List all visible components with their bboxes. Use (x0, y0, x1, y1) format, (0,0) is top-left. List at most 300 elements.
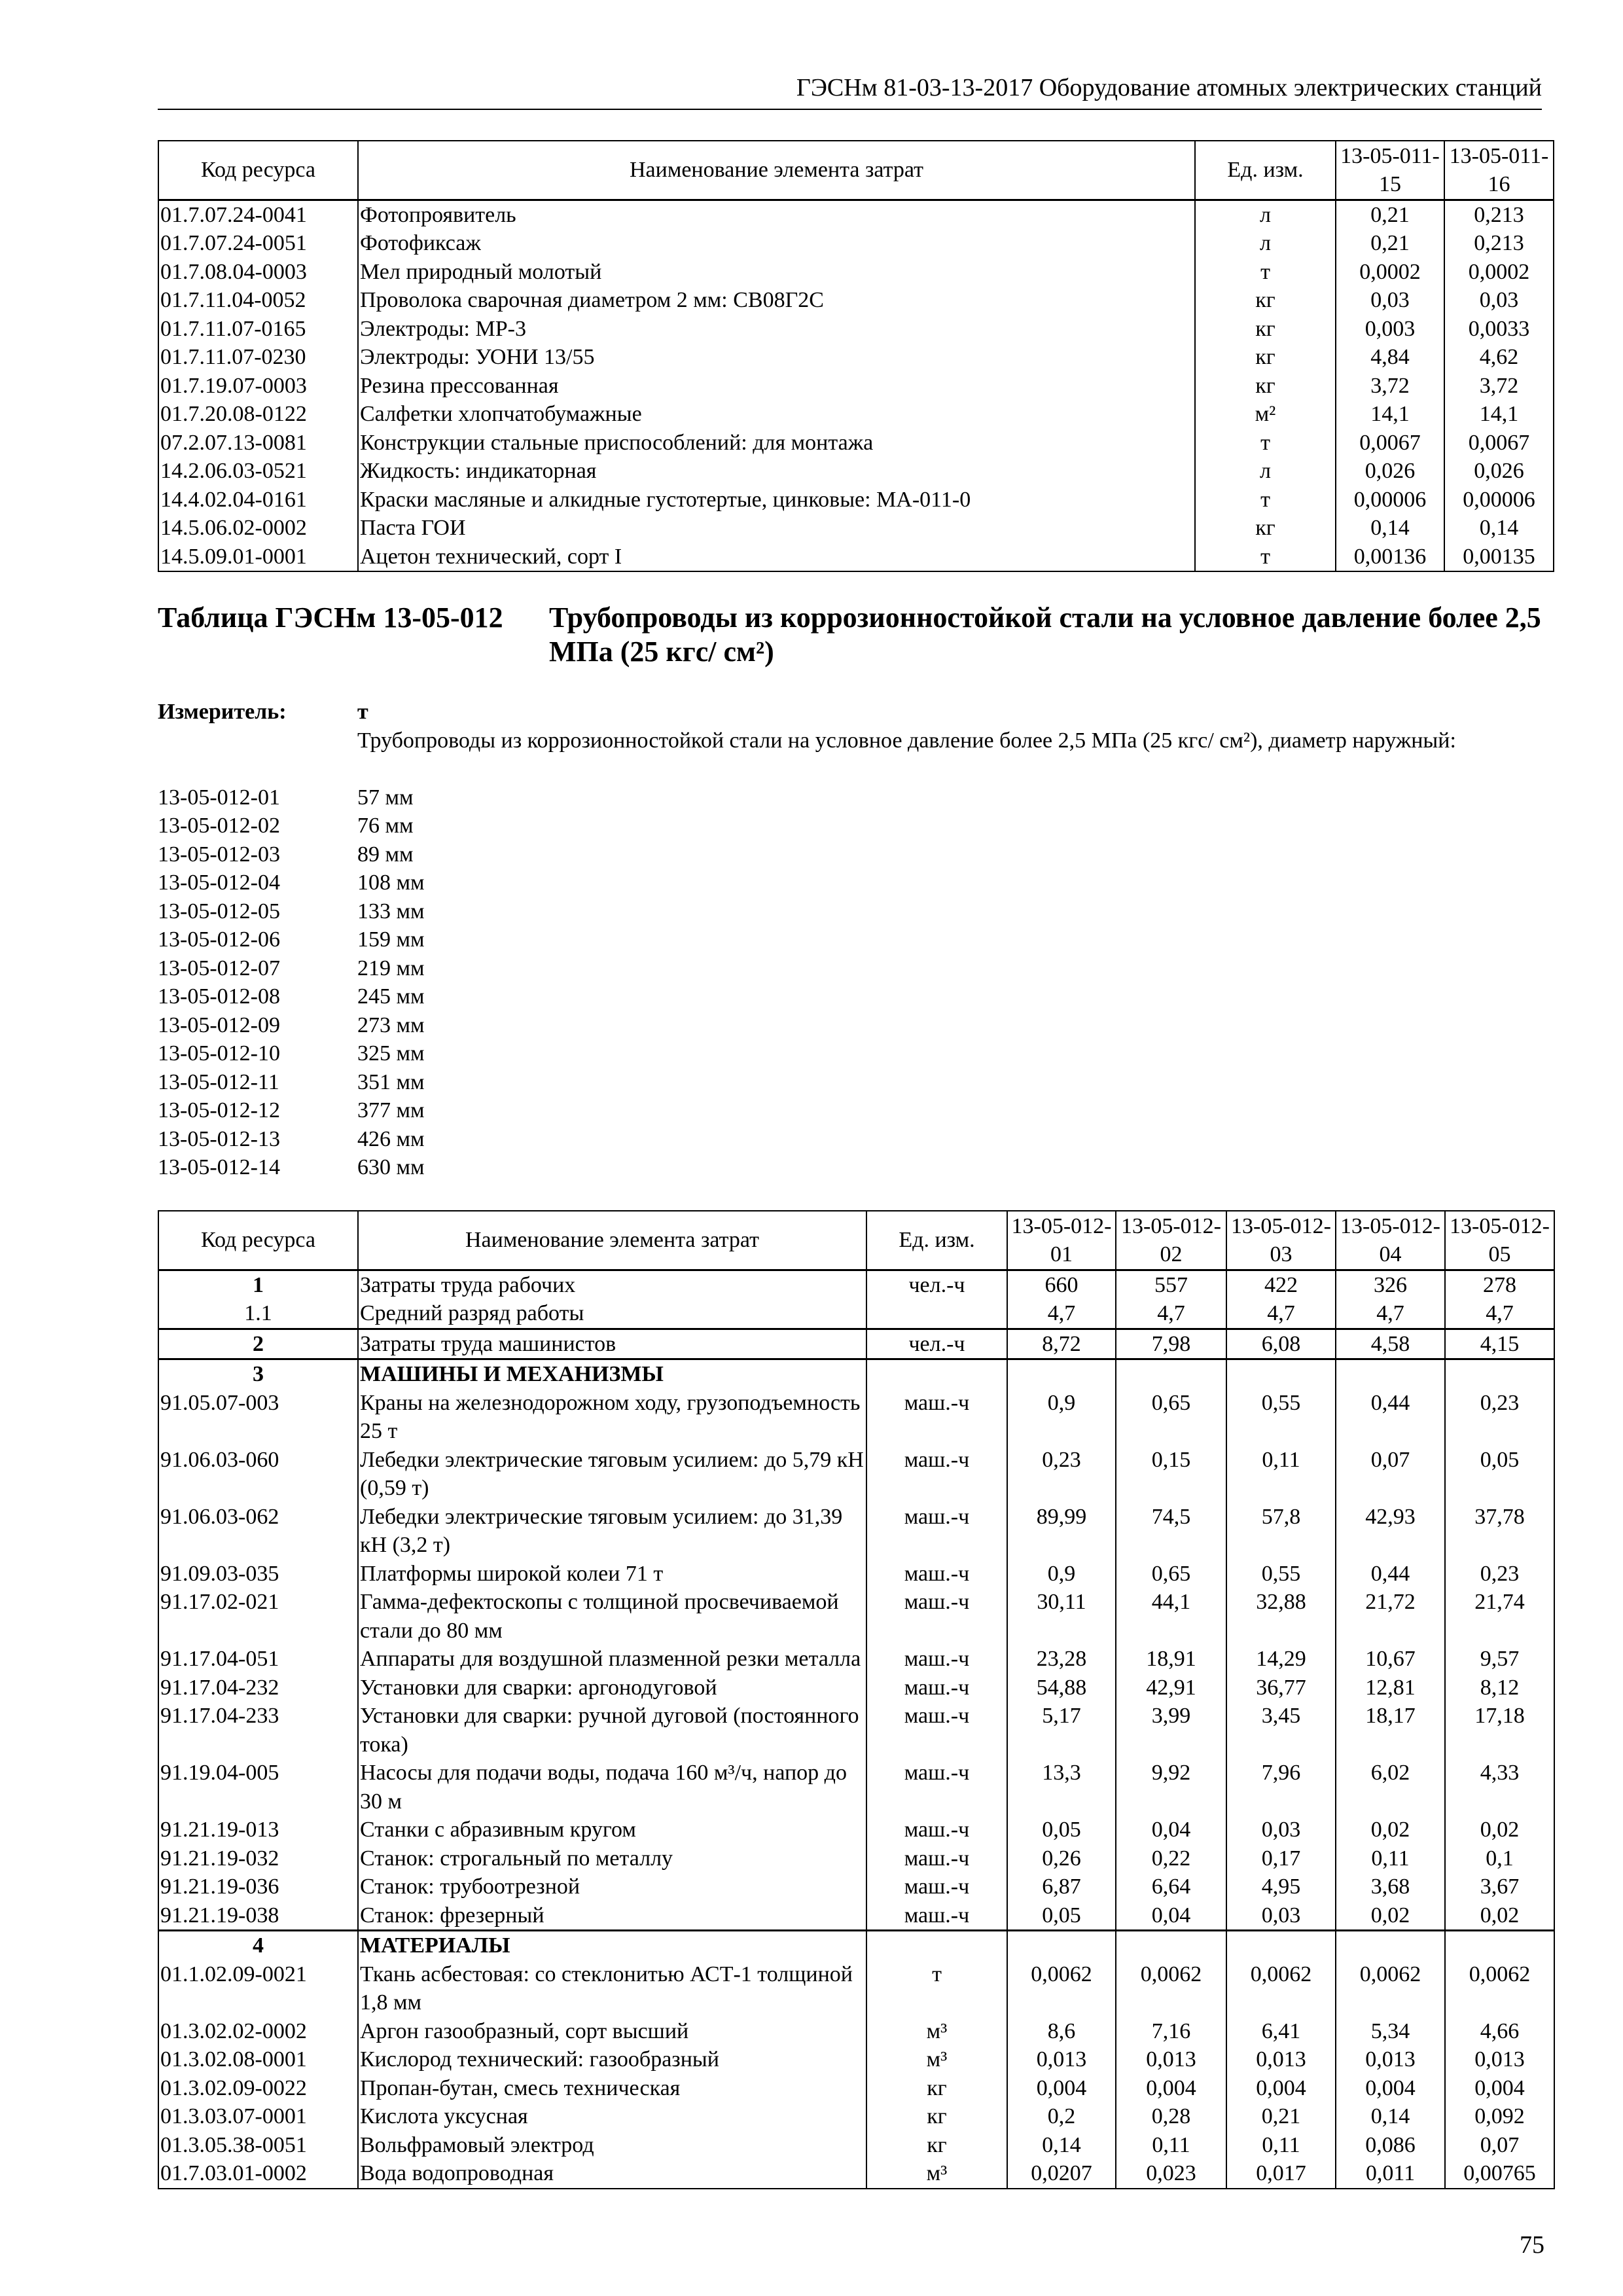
value-cell: 0,013 (1226, 2045, 1336, 2074)
table-row (158, 1503, 1554, 1560)
value-cell: 4,84 (1336, 343, 1444, 372)
value-cell: 0,0062 (1445, 1960, 1554, 2017)
table-row (158, 2159, 1554, 2189)
measure-item (158, 1125, 1558, 1154)
unit: кг (866, 2102, 1007, 2131)
value-cell: 42,93 (1336, 1503, 1445, 1560)
table-title: Трубопроводы из коррозионностойкой стали на условное давление более 2,5 МПа (25 кгс/ см²) (549, 601, 1541, 668)
value-cell (1226, 1359, 1336, 1389)
resource-code: 14.4.02.04-0161 (158, 486, 358, 514)
value-cell: 7,96 (1226, 1759, 1336, 1816)
value-cell (1445, 1931, 1554, 1960)
value-cell: 13,3 (1007, 1759, 1116, 1816)
resource-name: Проволока сварочная диаметром 2 мм: СВ08Г2С (358, 286, 1195, 315)
unit: кг (1195, 514, 1336, 543)
value-cell: 0,05 (1007, 1816, 1116, 1844)
unit: кг (1195, 315, 1336, 344)
value-cell: 0,44 (1336, 1389, 1445, 1446)
column-header: Наименование элемента затрат (358, 1211, 866, 1270)
value-cell: 3,45 (1226, 1702, 1336, 1759)
unit: м³ (866, 2017, 1007, 2046)
value-cell: 660 (1007, 1270, 1116, 1299)
table-row (158, 315, 1554, 344)
header-divider (158, 109, 1542, 110)
value-cell (1116, 1931, 1226, 1960)
resource-code: 91.06.03-062 (158, 1503, 358, 1560)
table-row (158, 1702, 1554, 1759)
table-row (158, 1389, 1554, 1446)
table-row (158, 1299, 1554, 1329)
measure-diameter: 89 мм (357, 842, 414, 867)
measure-code: 13-05-012-03 (158, 842, 280, 867)
value-cell: 0,026 (1444, 457, 1554, 486)
measure-item (158, 954, 1558, 983)
value-cell: 0,092 (1445, 2102, 1554, 2131)
unit (866, 1299, 1007, 1329)
measure-block (158, 698, 1558, 1182)
resource-name: Насосы для подачи воды, подача 160 м³/ч, напор до 30 м (358, 1759, 866, 1816)
value-cell: 8,12 (1445, 1674, 1554, 1702)
value-cell: 4,7 (1336, 1299, 1445, 1329)
resource-code: 01.3.02.09-0022 (158, 2074, 358, 2103)
value-cell: 0,03 (1336, 286, 1444, 315)
value-cell: 6,87 (1007, 1873, 1116, 1901)
resource-name: Аппараты для воздушной плазменной резки металла (358, 1645, 866, 1674)
value-cell: 10,67 (1336, 1645, 1445, 1674)
value-cell: 6,02 (1336, 1759, 1445, 1816)
unit: маш.-ч (866, 1759, 1007, 1816)
table-row (158, 1560, 1554, 1588)
measure-diameter: 219 мм (357, 956, 425, 980)
unit: т (866, 1960, 1007, 2017)
value-cell: 0,17 (1226, 1844, 1336, 1873)
value-cell: 0,023 (1116, 2159, 1226, 2189)
table-row (158, 1901, 1554, 1931)
unit: маш.-ч (866, 1389, 1007, 1446)
value-cell: 3,67 (1445, 1873, 1554, 1901)
table-row (158, 457, 1554, 486)
measure-code: 13-05-012-12 (158, 1098, 280, 1122)
measure-diameter: 630 мм (357, 1155, 425, 1179)
value-cell: 7,16 (1116, 2017, 1226, 2046)
unit: л (1195, 200, 1336, 229)
value-cell: 0,11 (1226, 1446, 1336, 1503)
value-cell: 0,07 (1445, 2131, 1554, 2160)
table-row (158, 2102, 1554, 2131)
measure-item (158, 1011, 1558, 1040)
resource-name: Жидкость: индикаторная (358, 457, 1195, 486)
table-row (158, 2045, 1554, 2074)
resource-name: Платформы широкой колеи 71 т (358, 1560, 866, 1588)
value-cell: 0,00006 (1336, 486, 1444, 514)
value-cell: 18,17 (1336, 1702, 1445, 1759)
value-cell (1336, 1359, 1445, 1389)
table-row (158, 1816, 1554, 1844)
measure-code: 13-05-012-01 (158, 785, 280, 810)
resource-name: Электроды: УОНИ 13/55 (358, 343, 1195, 372)
unit: кг (1195, 372, 1336, 401)
measure-item (158, 982, 1558, 1011)
value-cell: 0,03 (1444, 286, 1554, 315)
table-row (158, 1759, 1554, 1816)
value-cell: 3,99 (1116, 1702, 1226, 1759)
value-cell: 4,15 (1445, 1329, 1554, 1359)
unit: маш.-ч (866, 1844, 1007, 1873)
value-cell: 0,15 (1116, 1446, 1226, 1503)
resource-code: 2 (158, 1329, 358, 1359)
table-row (158, 429, 1554, 457)
value-cell: 0,213 (1444, 229, 1554, 258)
unit: л (1195, 229, 1336, 258)
resource-name: Мел природный молотый (358, 258, 1195, 287)
value-cell: 0,0002 (1336, 258, 1444, 287)
measure-code: 13-05-012-09 (158, 1013, 280, 1037)
value-cell: 0,0062 (1226, 1960, 1336, 2017)
resource-name: Салфетки хлопчатобумажные (358, 400, 1195, 429)
resource-code: 01.1.02.09-0021 (158, 1960, 358, 2017)
value-cell: 0,14 (1336, 514, 1444, 543)
table-row (158, 229, 1554, 258)
unit: маш.-ч (866, 1446, 1007, 1503)
value-cell: 0,213 (1444, 200, 1554, 229)
value-cell: 32,88 (1226, 1588, 1336, 1645)
table-row (158, 1588, 1554, 1645)
measure-item (158, 897, 1558, 926)
value-cell: 0,2 (1007, 2102, 1116, 2131)
value-cell: 0,011 (1336, 2159, 1445, 2189)
resource-code: 14.5.09.01-0001 (158, 543, 358, 572)
measure-code: 13-05-012-02 (158, 814, 280, 838)
value-cell: 0,00006 (1444, 486, 1554, 514)
value-cell: 0,14 (1444, 514, 1554, 543)
value-cell: 6,08 (1226, 1329, 1336, 1359)
resource-code: 01.3.02.02-0002 (158, 2017, 358, 2046)
resource-code: 91.05.07-003 (158, 1389, 358, 1446)
value-cell: 0,05 (1007, 1901, 1116, 1931)
resource-name: Установки для сварки: ручной дуговой (постоянного тока) (358, 1702, 866, 1759)
resource-name: МАШИНЫ И МЕХАНИЗМЫ (358, 1359, 866, 1389)
value-cell: 0,28 (1116, 2102, 1226, 2131)
resource-name: Затраты труда машинистов (358, 1329, 866, 1359)
value-cell: 23,28 (1007, 1645, 1116, 1674)
resource-code: 91.17.04-232 (158, 1674, 358, 1702)
value-cell: 0,9 (1007, 1560, 1116, 1588)
measure-code: 13-05-012-14 (158, 1155, 280, 1179)
measure-code: 13-05-012-04 (158, 870, 280, 895)
resource-name: Станки с абразивным кругом (358, 1816, 866, 1844)
resource-name: Электроды: МР-3 (358, 315, 1195, 344)
unit: т (1195, 258, 1336, 287)
running-header: ГЭСНм 81-03-13-2017 Оборудование атомных электрических станций (796, 74, 1542, 101)
value-cell: 4,7 (1007, 1299, 1116, 1329)
table-row (158, 343, 1554, 372)
table-row (158, 200, 1554, 229)
value-cell: 0,02 (1445, 1901, 1554, 1931)
value-cell: 0,013 (1007, 2045, 1116, 2074)
value-cell: 0,03 (1226, 1816, 1336, 1844)
resource-code: 01.7.03.01-0002 (158, 2159, 358, 2189)
value-cell: 14,1 (1336, 400, 1444, 429)
value-cell: 6,41 (1226, 2017, 1336, 2046)
value-cell: 4,7 (1116, 1299, 1226, 1329)
value-cell: 0,0033 (1444, 315, 1554, 344)
table-row (158, 2131, 1554, 2160)
table-row (158, 486, 1554, 514)
table-row (158, 1645, 1554, 1674)
value-cell: 0,00765 (1445, 2159, 1554, 2189)
resource-code: 91.17.04-233 (158, 1702, 358, 1759)
unit: м³ (866, 2045, 1007, 2074)
value-cell: 37,78 (1445, 1503, 1554, 1560)
resource-code: 3 (158, 1359, 358, 1389)
resource-code: 91.21.19-013 (158, 1816, 358, 1844)
value-cell: 0,9 (1007, 1389, 1116, 1446)
table-row (158, 1674, 1554, 1702)
resource-code: 01.3.05.38-0051 (158, 2131, 358, 2160)
value-cell: 0,65 (1116, 1560, 1226, 1588)
resource-name: Паста ГОИ (358, 514, 1195, 543)
value-cell: 74,5 (1116, 1503, 1226, 1560)
measure-code: 13-05-012-13 (158, 1126, 280, 1151)
value-cell: 54,88 (1007, 1674, 1116, 1702)
unit: т (1195, 486, 1336, 514)
measure-item (158, 1153, 1558, 1182)
measure-diameter: 57 мм (357, 785, 414, 810)
value-cell: 0,00136 (1336, 543, 1444, 572)
measure-item (158, 783, 1558, 812)
measure-code: 13-05-012-11 (158, 1069, 279, 1094)
section-title (158, 601, 1558, 673)
resource-code: 91.19.04-005 (158, 1759, 358, 1816)
value-cell: 0,0062 (1007, 1960, 1116, 2017)
value-cell: 0,21 (1336, 229, 1444, 258)
measure-diameter: 377 мм (357, 1098, 425, 1122)
value-cell: 0,23 (1445, 1560, 1554, 1588)
value-cell: 0,0062 (1116, 1960, 1226, 2017)
value-cell: 9,57 (1445, 1645, 1554, 1674)
value-cell: 0,11 (1336, 1844, 1445, 1873)
resource-name: Гамма-дефектоскопы с толщиной просвечиваемой стали до 80 мм (358, 1588, 866, 1645)
value-cell: 3,72 (1336, 372, 1444, 401)
resource-name: Ацетон технический, сорт I (358, 543, 1195, 572)
value-cell: 7,98 (1116, 1329, 1226, 1359)
table-row (158, 1359, 1554, 1389)
value-cell: 3,68 (1336, 1873, 1445, 1901)
resource-name: Затраты труда рабочих (358, 1270, 866, 1299)
measure-label: Измеритель: (158, 700, 287, 724)
unit: маш.-ч (866, 1560, 1007, 1588)
value-cell: 30,11 (1007, 1588, 1116, 1645)
value-cell: 42,91 (1116, 1674, 1226, 1702)
value-cell: 0,003 (1336, 315, 1444, 344)
value-cell: 0,02 (1445, 1816, 1554, 1844)
value-cell: 0,013 (1336, 2045, 1445, 2074)
value-cell: 0,004 (1116, 2074, 1226, 2103)
measure-item (158, 1068, 1558, 1097)
resource-name: Краны на железнодорожном ходу, грузоподъемность 25 т (358, 1389, 866, 1446)
value-cell: 21,74 (1445, 1588, 1554, 1645)
value-cell: 89,99 (1007, 1503, 1116, 1560)
value-cell: 4,7 (1226, 1299, 1336, 1329)
table-row (158, 1931, 1554, 1960)
unit: маш.-ч (866, 1816, 1007, 1844)
resource-code: 01.7.08.04-0003 (158, 258, 358, 287)
resource-name: Конструкции стальные приспособлений: для монтажа (358, 429, 1195, 457)
resource-code: 01.7.11.04-0052 (158, 286, 358, 315)
value-cell: 8,6 (1007, 2017, 1116, 2046)
column-header: Ед. изм. (866, 1211, 1007, 1270)
table-row (158, 400, 1554, 429)
unit: кг (866, 2131, 1007, 2160)
resource-name: Аргон газообразный, сорт высший (358, 2017, 866, 2046)
table-row (158, 1960, 1554, 2017)
value-cell: 0,0067 (1336, 429, 1444, 457)
unit: кг (866, 2074, 1007, 2103)
value-cell: 0,65 (1116, 1389, 1226, 1446)
resource-name: Средний разряд работы (358, 1299, 866, 1329)
unit: маш.-ч (866, 1645, 1007, 1674)
measure-code: 13-05-012-10 (158, 1041, 280, 1066)
value-cell: 278 (1445, 1270, 1554, 1299)
resource-code: 91.09.03-035 (158, 1560, 358, 1588)
resource-name: Станок: строгальный по металлу (358, 1844, 866, 1873)
column-header: 13-05-012-04 (1336, 1211, 1445, 1270)
measure-item (158, 1039, 1558, 1068)
value-cell: 0,44 (1336, 1560, 1445, 1588)
value-cell: 557 (1116, 1270, 1226, 1299)
value-cell: 0,05 (1445, 1446, 1554, 1503)
value-cell: 12,81 (1336, 1674, 1445, 1702)
value-cell: 14,1 (1444, 400, 1554, 429)
value-cell: 0,0062 (1336, 1960, 1445, 2017)
value-cell: 0,0002 (1444, 258, 1554, 287)
resource-code: 91.21.19-032 (158, 1844, 358, 1873)
value-cell: 0,11 (1226, 2131, 1336, 2160)
unit: чел.-ч (866, 1270, 1007, 1299)
column-header: Код ресурса (158, 141, 358, 200)
resource-code: 14.2.06.03-0521 (158, 457, 358, 486)
value-cell: 0,026 (1336, 457, 1444, 486)
resource-code: 01.3.02.08-0001 (158, 2045, 358, 2074)
value-cell: 0,11 (1116, 2131, 1226, 2160)
resource-code: 91.21.19-038 (158, 1901, 358, 1931)
unit: л (1195, 457, 1336, 486)
column-header: 13-05-012-01 (1007, 1211, 1116, 1270)
table-row (158, 1270, 1554, 1299)
table-row (158, 372, 1554, 401)
value-cell: 326 (1336, 1270, 1445, 1299)
value-cell: 0,21 (1336, 200, 1444, 229)
unit (866, 1931, 1007, 1960)
resource-table-13-05-011 (158, 140, 1554, 572)
value-cell: 14,29 (1226, 1645, 1336, 1674)
measure-diameter: 426 мм (357, 1126, 425, 1151)
value-cell: 422 (1226, 1270, 1336, 1299)
measure-code: 13-05-012-07 (158, 956, 280, 980)
value-cell: 6,64 (1116, 1873, 1226, 1901)
value-cell: 21,72 (1336, 1588, 1445, 1645)
measure-item (158, 925, 1558, 954)
value-cell: 0,004 (1226, 2074, 1336, 2103)
column-header: 13-05-012-02 (1116, 1211, 1226, 1270)
unit: м² (1195, 400, 1336, 429)
resource-code: 91.21.19-036 (158, 1873, 358, 1901)
resource-code: 4 (158, 1931, 358, 1960)
value-cell: 4,58 (1336, 1329, 1445, 1359)
measure-unit: т (357, 700, 368, 724)
value-cell: 36,77 (1226, 1674, 1336, 1702)
resource-name: Пропан-бутан, смесь техническая (358, 2074, 866, 2103)
resource-code: 01.7.20.08-0122 (158, 400, 358, 429)
resource-code: 01.7.11.07-0230 (158, 343, 358, 372)
unit: маш.-ч (866, 1503, 1007, 1560)
table-row (158, 2017, 1554, 2046)
table-row (158, 1873, 1554, 1901)
column-header: 13-05-011-16 (1444, 141, 1554, 200)
value-cell (1336, 1931, 1445, 1960)
value-cell: 0,23 (1007, 1446, 1116, 1503)
measure-diameter: 133 мм (357, 899, 425, 924)
unit (866, 1359, 1007, 1389)
value-cell: 0,004 (1445, 2074, 1554, 2103)
resource-name: Ткань асбестовая: со стеклонитью АСТ-1 толщиной 1,8 мм (358, 1960, 866, 2017)
table-row (158, 1446, 1554, 1503)
unit: маш.-ч (866, 1674, 1007, 1702)
value-cell: 0,07 (1336, 1446, 1445, 1503)
measure-diameter: 108 мм (357, 870, 425, 895)
page-number: 75 (1520, 2231, 1544, 2259)
value-cell: 0,22 (1116, 1844, 1226, 1873)
value-cell: 5,34 (1336, 2017, 1445, 2046)
resource-name: Лебедки электрические тяговым усилием: до 31,39 кН (3,2 т) (358, 1503, 866, 1560)
column-header: Ед. изм. (1195, 141, 1336, 200)
unit: м³ (866, 2159, 1007, 2189)
value-cell: 0,004 (1007, 2074, 1116, 2103)
resource-code: 01.7.11.07-0165 (158, 315, 358, 344)
value-cell: 0,0067 (1444, 429, 1554, 457)
unit: т (1195, 429, 1336, 457)
value-cell (1226, 1931, 1336, 1960)
measure-code: 13-05-012-06 (158, 927, 280, 952)
value-cell (1007, 1931, 1116, 1960)
unit: чел.-ч (866, 1329, 1007, 1359)
value-cell: 0,26 (1007, 1844, 1116, 1873)
measure-diameter: 325 мм (357, 1041, 425, 1066)
resource-code: 14.5.06.02-0002 (158, 514, 358, 543)
resource-name: Кислота уксусная (358, 2102, 866, 2131)
resource-code: 1 (158, 1270, 358, 1299)
measure-description: Трубопроводы из коррозионностойкой стали на условное давление более 2,5 МПа (25 кгс/ см²), диаметр наружный: (357, 728, 1456, 753)
table-row (158, 1329, 1554, 1359)
resource-code: 1.1 (158, 1299, 358, 1329)
value-cell: 4,33 (1445, 1759, 1554, 1816)
column-header: 13-05-012-03 (1226, 1211, 1336, 1270)
value-cell: 0,03 (1226, 1901, 1336, 1931)
resource-name: Установки для сварки: аргонодуговой (358, 1674, 866, 1702)
value-cell: 0,013 (1116, 2045, 1226, 2074)
value-cell: 44,1 (1116, 1588, 1226, 1645)
measure-diameter: 273 мм (357, 1013, 425, 1037)
resource-code: 01.7.07.24-0051 (158, 229, 358, 258)
unit: маш.-ч (866, 1873, 1007, 1901)
column-header: Код ресурса (158, 1211, 358, 1270)
value-cell: 0,23 (1445, 1389, 1554, 1446)
unit: маш.-ч (866, 1901, 1007, 1931)
value-cell: 0,21 (1226, 2102, 1336, 2131)
value-cell: 8,72 (1007, 1329, 1116, 1359)
unit: маш.-ч (866, 1702, 1007, 1759)
column-header: 13-05-011-15 (1336, 141, 1444, 200)
